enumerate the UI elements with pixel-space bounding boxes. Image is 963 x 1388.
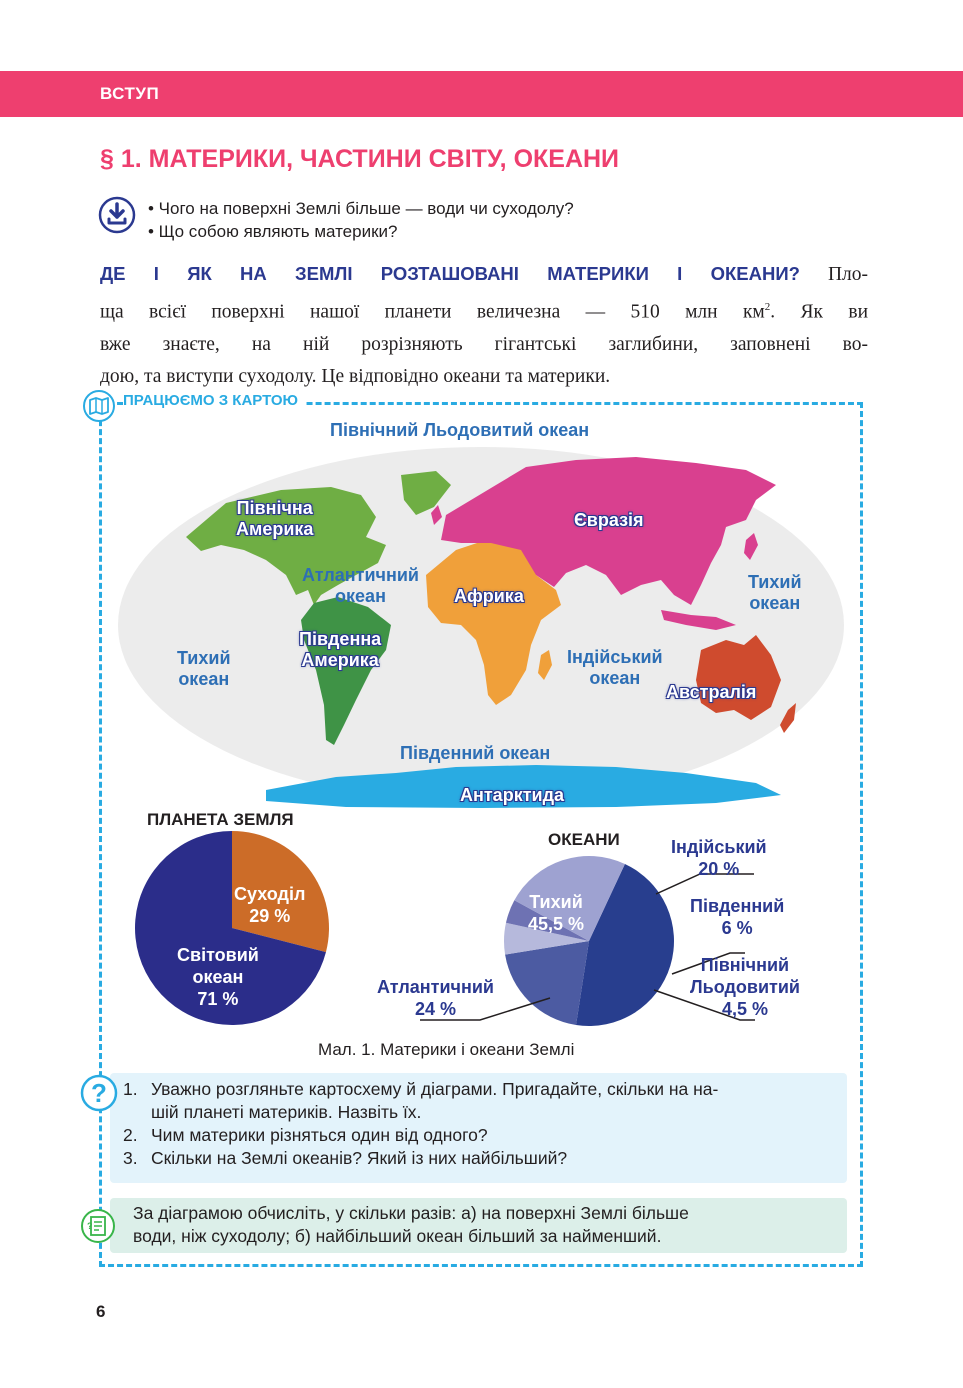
pie-label-line: Індійський [671, 837, 767, 857]
list-item [123, 1078, 835, 1124]
intro-question: • Чого на поверхні Землі більше — води чи суходолу? [148, 199, 574, 218]
pie-label-line: Тихий [529, 892, 583, 912]
page-title: § 1. МАТЕРИКИ, ЧАСТИНИ СВІТУ, ОКЕАНИ [100, 145, 620, 173]
label-arctic-ocean: Північний Льодовитий океан [330, 420, 590, 440]
paragraph-text: Пло- [799, 264, 868, 285]
list-text: Скільки на Землі океанів? Який із них найбільший? [151, 1148, 568, 1168]
label-africa: Африка [454, 586, 524, 606]
page-number: 6 [96, 1302, 106, 1321]
pie-label-land [234, 883, 305, 927]
paragraph-text: . Як ви [770, 301, 868, 323]
label-north-america [236, 498, 313, 540]
pie-label-atlantic [377, 976, 494, 1020]
calculation-task [133, 1202, 833, 1248]
superscript: 2 [764, 301, 771, 313]
chart-title-planet: ПЛАНЕТА ЗЕМЛЯ [147, 810, 294, 829]
pie-label-value: 6 % [721, 918, 753, 938]
pie-label-value: 24 % [414, 999, 457, 1019]
paragraph-text: ща всієї поверхні нашої планети величезна — 510 млн км [100, 301, 765, 323]
intro-question: • Що собою являють материки? [148, 222, 398, 241]
pie-label-value: 29 % [249, 906, 291, 926]
download-icon [98, 196, 136, 234]
pie-label-southern [690, 895, 784, 939]
paragraph-text: вже знаєте, на ній розрізняють гігантські заглибини, заповнені во- [100, 333, 868, 355]
pie-label-value: 71 % [197, 989, 239, 1009]
label-line: Південна [299, 629, 382, 649]
label-line: Америка [301, 650, 379, 670]
list-number: 1. [123, 1079, 138, 1099]
pie-label-line: Атлантичний [377, 977, 494, 997]
pie-label-arctic [690, 954, 800, 1020]
paragraph-heading: ДЕ І ЯК НА ЗЕМЛІ РОЗТАШОВАНІ МАТЕРИКИ І ОКЕАНИ? [100, 263, 800, 284]
label-line: Тихий [748, 572, 802, 592]
pie-label-line: Льодовитий [690, 977, 800, 997]
label-line: океан [749, 593, 801, 613]
label-atlantic-ocean [302, 565, 419, 607]
label-eurasia: Євразія [574, 510, 644, 530]
label-line: океан [178, 669, 230, 689]
section-header-band [0, 71, 963, 117]
label-line: океан [335, 586, 386, 606]
pie-label-line: Південний [690, 896, 785, 916]
list-text-line: Уважно розгляньте картосхему й діаграми. Пригадайте, скільки на на- [151, 1079, 719, 1099]
label-line: Америка [236, 519, 314, 539]
pie-label-value: 20 % [698, 859, 740, 879]
pie-label-line: Світовий [177, 945, 259, 965]
book-map-icon [82, 389, 116, 423]
section-name: ВСТУП [100, 84, 160, 103]
pie-label-pacific [528, 891, 584, 935]
svg-text:?: ? [91, 1078, 107, 1108]
list-text [151, 1078, 718, 1124]
pie-label-line: Суходіл [234, 884, 306, 904]
label-line: Тихий [177, 648, 231, 668]
label-line: Атлантичний [302, 565, 419, 585]
intro-paragraph [100, 258, 868, 393]
svg-text:?: ? [87, 1221, 93, 1231]
calc-line: За діаграмою обчисліть, у скільки разів: а) на поверхні Землі більше [133, 1203, 689, 1223]
label-line: Північна [236, 498, 313, 518]
questions-list [123, 1078, 835, 1170]
pie-label-world-ocean [177, 944, 259, 1010]
label-line: Індійський [567, 647, 663, 667]
label-southern-ocean: Південний океан [400, 743, 551, 763]
label-antarctica: Антарктида [460, 785, 565, 805]
pie-label-line: океан [192, 967, 244, 987]
label-pacific-ocean-east [748, 572, 802, 614]
label-south-america [299, 629, 381, 671]
label-indian-ocean [567, 647, 663, 689]
chart-title-oceans: ОКЕАНИ [548, 830, 620, 849]
figure-caption: Мал. 1. Материки і океани Землі [318, 1040, 575, 1059]
map-section-label: ПРАЦЮЄМО З КАРТОЮ [123, 392, 304, 409]
calc-line: води, ніж суходолу; б) найбільший океан більший за найменший. [133, 1226, 662, 1246]
pie-label-line: Північний [700, 955, 790, 975]
question-mark-icon [80, 1074, 118, 1112]
pencil-note-icon [80, 1208, 116, 1244]
intro-questions [148, 197, 574, 243]
list-item [123, 1124, 835, 1147]
paragraph-text: дою, та виступи суходолу. Це відповідно океани та материки. [100, 365, 611, 387]
pie-label-value: 45,5 % [528, 914, 585, 934]
list-item [123, 1147, 835, 1170]
list-number: 3. [123, 1148, 138, 1168]
label-line: океан [589, 668, 641, 688]
label-pacific-ocean-west [177, 648, 231, 690]
list-number: 2. [123, 1125, 138, 1145]
pie-label-value: 4,5 % [721, 999, 768, 1019]
label-australia: Австралія [666, 682, 757, 702]
list-text-line: шій планеті материків. Назвіть їх. [151, 1102, 422, 1122]
list-text: Чим материки різняться один від одного? [151, 1125, 488, 1145]
pie-label-indian [671, 836, 767, 880]
